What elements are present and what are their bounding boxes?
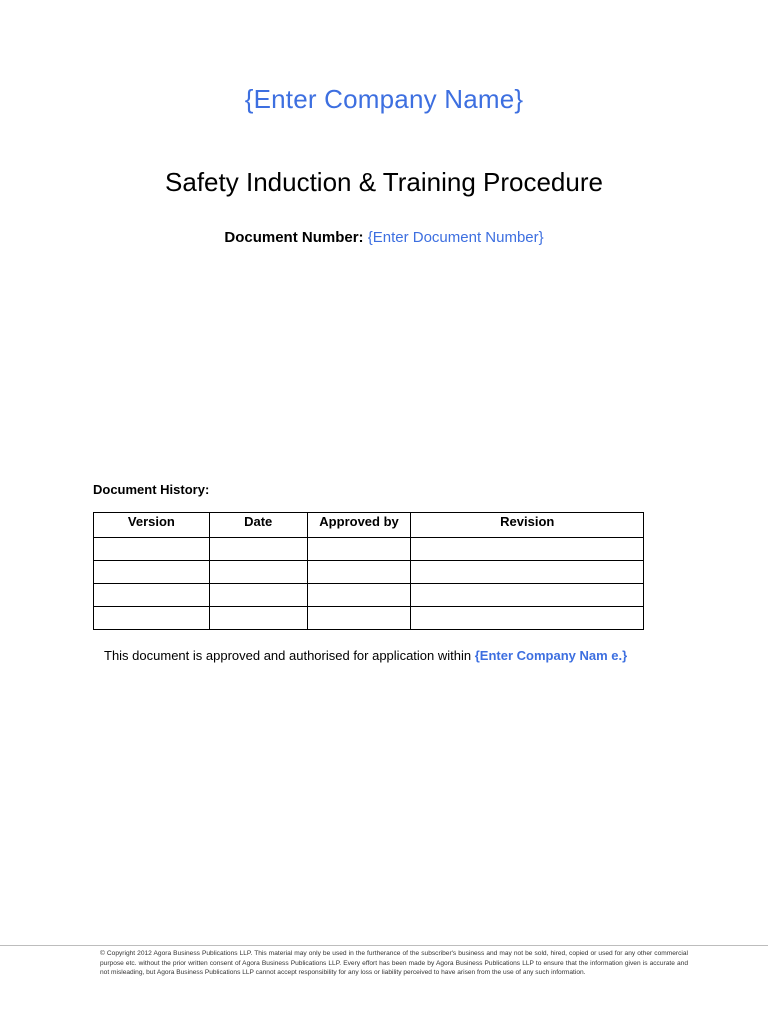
company-name-title: {Enter Company Name} — [244, 84, 524, 114]
document-history-label: Document History: — [93, 482, 210, 497]
table-row — [94, 607, 644, 630]
document-number-value: {Enter Document Number} — [367, 229, 544, 246]
document-history-table — [93, 512, 644, 630]
approval-statement — [104, 648, 627, 663]
table-cell[interactable] — [94, 561, 210, 584]
document-number — [0, 229, 768, 246]
table-cell[interactable] — [94, 584, 210, 607]
table-row — [94, 584, 644, 607]
table-cell[interactable] — [307, 538, 411, 561]
table-cell[interactable] — [209, 584, 307, 607]
footer-copyright: © Copyright 2012 Agora Business Publications LLP. This material may only be used in the furtherance of the subscriber's business and may not be sold, hired, copied or used for any other commercial purpose etc. without the prior written consent of Agora Business Publications LLP. Every effort has been made by Agora Business Publications LLP to ensure that the information given is accurate and not misleading, but Agora Business Publications LLP cannot accept responsibility for any loss or liability perceived to have arisen from the use of any such information. — [100, 950, 688, 976]
table-cell[interactable] — [411, 607, 644, 630]
table-row — [94, 538, 644, 561]
column-header-approved-by: Approved by — [307, 513, 411, 538]
table-cell[interactable] — [94, 538, 210, 561]
table-cell[interactable] — [209, 538, 307, 561]
table-cell[interactable] — [411, 584, 644, 607]
approval-company-name: {Enter Company Nam e.} — [474, 648, 628, 663]
table-cell[interactable] — [209, 561, 307, 584]
table-cell[interactable] — [411, 561, 644, 584]
document-title: Safety Induction & Training Procedure — [165, 167, 603, 197]
column-header-revision: Revision — [411, 513, 644, 538]
column-header-date: Date — [209, 513, 307, 538]
table-row — [94, 561, 644, 584]
footer-divider — [0, 945, 768, 946]
table-header-row — [94, 513, 644, 538]
table-cell[interactable] — [307, 561, 411, 584]
table-cell[interactable] — [94, 607, 210, 630]
table-cell[interactable] — [209, 607, 307, 630]
table-cell[interactable] — [411, 538, 644, 561]
document-number-label: Document Number: — [224, 229, 364, 246]
table-cell[interactable] — [307, 607, 411, 630]
column-header-version: Version — [94, 513, 210, 538]
approval-text: This document is approved and authorised for application within — [104, 648, 472, 663]
table-cell[interactable] — [307, 584, 411, 607]
